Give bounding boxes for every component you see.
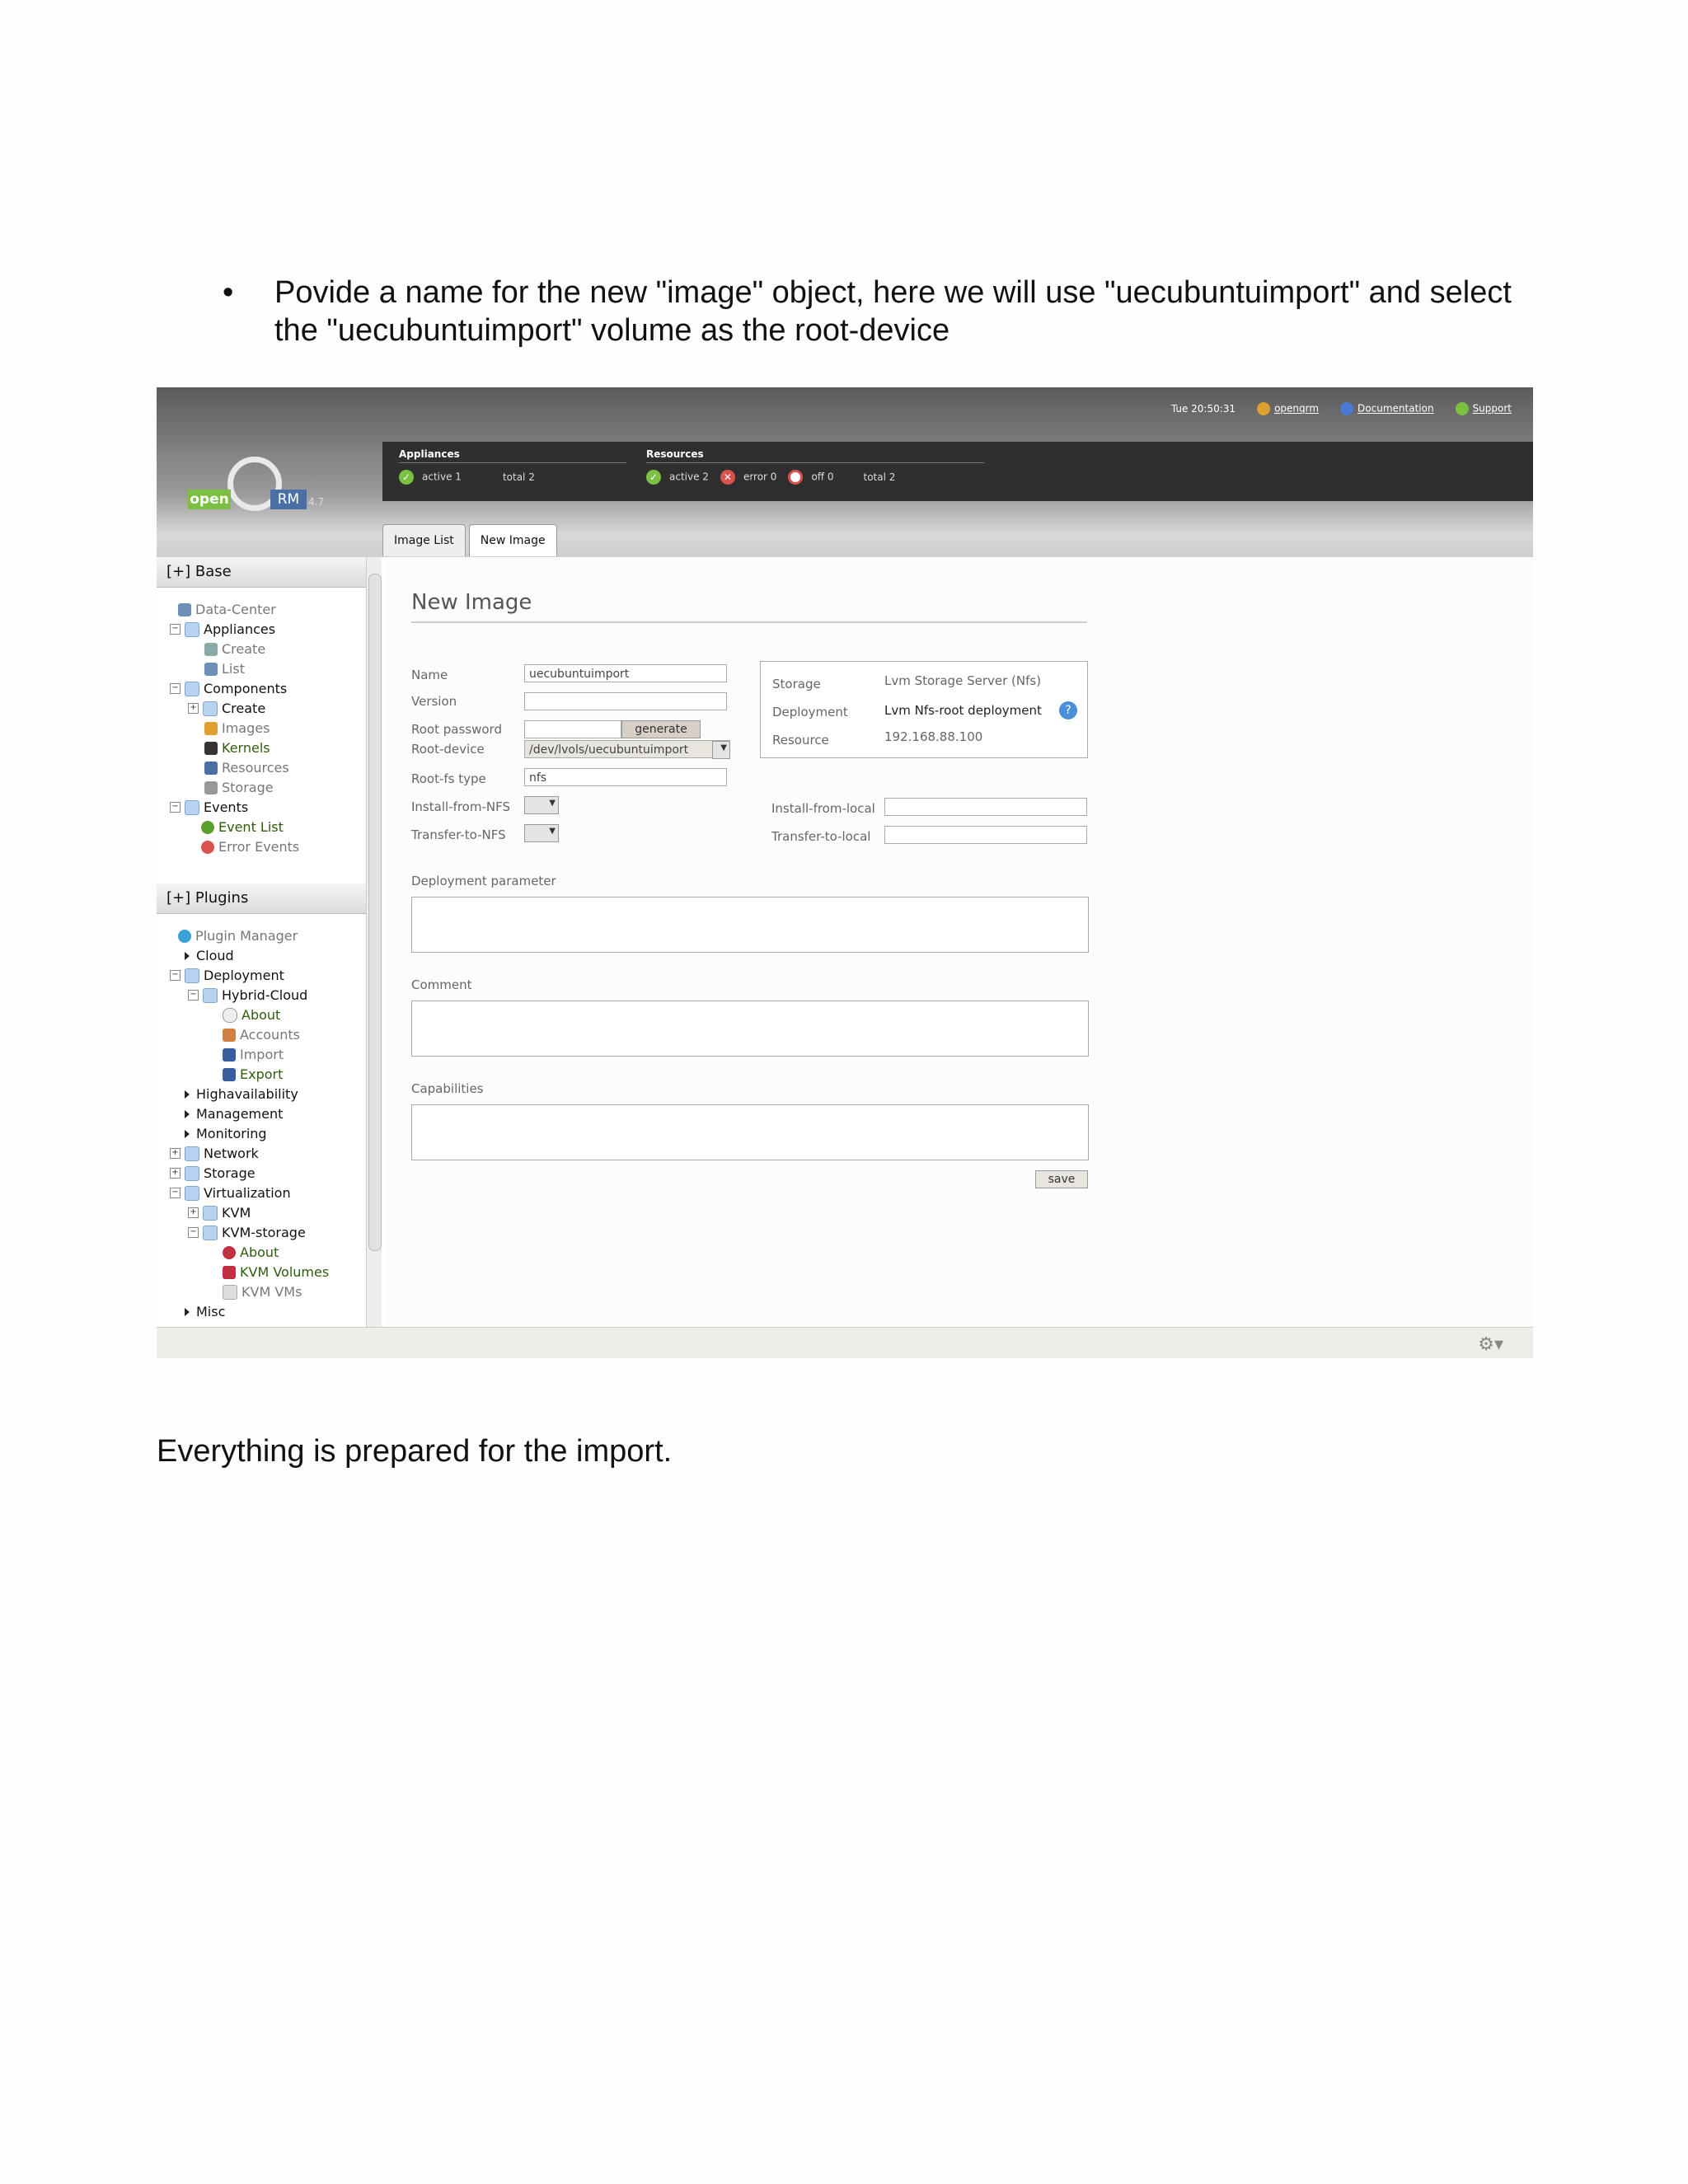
doc-instruction: Povide a name for the new "image" object, here we will use "uecubuntuimport" and select the "uecubuntuimport" volume as the root-device bbox=[274, 275, 1512, 348]
check-icon: ✓ bbox=[399, 470, 414, 485]
deployment-label: Deployment bbox=[772, 705, 848, 719]
tree-item-hybrid-about[interactable]: About bbox=[223, 1007, 280, 1023]
storage-icon bbox=[204, 781, 218, 794]
capabilities-label: Capabilities bbox=[411, 1081, 484, 1096]
resources-off: off 0 bbox=[811, 471, 834, 483]
page-title: New Image bbox=[411, 590, 1087, 623]
root-password-label: Root password bbox=[411, 722, 502, 737]
volume-icon bbox=[223, 1266, 236, 1279]
root-fs-type-input[interactable]: nfs bbox=[524, 768, 727, 786]
folder-icon bbox=[185, 1166, 199, 1181]
expand-icon[interactable]: + bbox=[188, 703, 199, 714]
expand-arrow-icon[interactable] bbox=[185, 1130, 190, 1138]
name-input[interactable]: uecubuntuimport bbox=[524, 664, 727, 682]
deployment-parameter-label: Deployment parameter bbox=[411, 874, 556, 888]
collapse-icon[interactable]: − bbox=[170, 624, 181, 635]
sidebar bbox=[157, 557, 382, 1327]
deployment-value: Lvm Nfs-root deployment bbox=[884, 703, 1042, 718]
resources-status bbox=[646, 448, 984, 485]
deployment-parameter-textarea[interactable] bbox=[411, 897, 1089, 953]
comment-label: Comment bbox=[411, 977, 472, 992]
root-fs-type-label: Root-fs type bbox=[411, 771, 486, 786]
tree-item-accounts[interactable]: Accounts bbox=[223, 1027, 300, 1043]
tab-image-list[interactable]: Image List bbox=[382, 524, 466, 556]
version-input[interactable] bbox=[524, 692, 727, 710]
base-header[interactable]: [+] Base bbox=[157, 557, 374, 588]
expand-arrow-icon[interactable] bbox=[185, 1308, 190, 1316]
collapse-icon[interactable]: − bbox=[170, 970, 181, 981]
tree-item-cloud[interactable]: Cloud bbox=[185, 948, 234, 963]
folder-icon bbox=[203, 701, 218, 716]
top-bar bbox=[157, 387, 1533, 442]
expand-arrow-icon[interactable] bbox=[185, 952, 190, 960]
appliances-active: active 1 bbox=[422, 471, 462, 483]
collapse-icon[interactable]: − bbox=[170, 802, 181, 813]
doc-bullet: • bbox=[223, 275, 234, 310]
storage-info-box bbox=[760, 661, 1088, 758]
tree-item-events[interactable]: − Events bbox=[170, 799, 248, 815]
top-nav bbox=[1171, 402, 1512, 415]
tree-item-components-create[interactable]: + Create bbox=[188, 701, 265, 716]
tree-item-storage[interactable]: Storage bbox=[204, 780, 274, 795]
vm-icon bbox=[223, 1285, 237, 1300]
tree-item-images[interactable]: Images bbox=[204, 720, 270, 736]
transfer-to-local-label: Transfer-to-local bbox=[771, 829, 871, 844]
tab-bar bbox=[382, 524, 557, 556]
expand-arrow-icon[interactable] bbox=[185, 1090, 190, 1099]
root-device-label: Root-device bbox=[411, 742, 485, 757]
root-password-input[interactable] bbox=[524, 720, 621, 738]
appliances-title: Appliances bbox=[399, 448, 626, 463]
collapse-icon[interactable]: − bbox=[170, 683, 181, 694]
check-icon bbox=[201, 821, 214, 834]
footer-bar bbox=[157, 1327, 1533, 1358]
tree-item-virtualization[interactable]: − Virtualization bbox=[170, 1185, 291, 1201]
tree-item-monitoring[interactable]: Monitoring bbox=[185, 1126, 267, 1141]
support-link[interactable]: Support bbox=[1472, 402, 1512, 415]
tree-item-plugin-manager[interactable]: Plugin Manager bbox=[178, 928, 298, 944]
tree-item-network[interactable]: + Network bbox=[170, 1146, 259, 1161]
tree-item-error-events[interactable]: Error Events bbox=[201, 839, 299, 855]
install-from-local-label: Install-from-local bbox=[771, 801, 875, 816]
doc-after-text: Everything is prepared for the import. bbox=[157, 1434, 673, 1469]
tab-new-image[interactable]: New Image bbox=[469, 524, 557, 556]
tree-item-kvm[interactable]: + KVM bbox=[188, 1205, 251, 1221]
check-icon: ✓ bbox=[646, 470, 661, 485]
tree-item-appliances-list[interactable]: List bbox=[204, 661, 245, 677]
tree-item-appliances-create[interactable]: Create bbox=[204, 641, 265, 657]
tree-item-deployment[interactable]: − Deployment bbox=[170, 968, 284, 983]
generate-button[interactable]: generate bbox=[621, 720, 701, 738]
tree-item-appliances[interactable]: − Appliances bbox=[170, 621, 275, 637]
folder-icon bbox=[185, 1186, 199, 1201]
root-device-select[interactable]: /dev/lvols/uecubuntuimport bbox=[524, 740, 730, 758]
user-icon bbox=[223, 1029, 236, 1042]
tree-item-export[interactable]: Export bbox=[223, 1066, 283, 1082]
resources-title: Resources bbox=[646, 448, 984, 463]
gear-icon[interactable]: ⚙▾ bbox=[1478, 1334, 1503, 1355]
error-icon bbox=[201, 841, 214, 854]
plus-icon bbox=[204, 643, 218, 656]
penguin-icon bbox=[204, 742, 218, 755]
root-device-dropdown-icon[interactable] bbox=[712, 741, 730, 759]
resources-error: error 0 bbox=[743, 471, 777, 483]
folder-icon bbox=[203, 1226, 218, 1240]
status-bar bbox=[382, 442, 1533, 501]
arrow-left-icon bbox=[223, 1048, 236, 1062]
collapse-icon[interactable]: − bbox=[188, 1227, 199, 1238]
appliances-total: total 2 bbox=[502, 471, 535, 483]
folder-icon bbox=[185, 622, 199, 637]
logo-rm: RM bbox=[270, 490, 307, 509]
documentation-link[interactable]: Documentation bbox=[1357, 402, 1434, 415]
transfer-to-local-input[interactable] bbox=[884, 826, 1087, 844]
new-image-form bbox=[386, 557, 1533, 1327]
computer-icon bbox=[178, 603, 191, 616]
datetime: Tue 20:50:31 bbox=[1170, 403, 1236, 415]
tree-item-misc[interactable]: Misc bbox=[185, 1304, 225, 1319]
expand-icon[interactable]: + bbox=[170, 1168, 181, 1179]
cloud-icon bbox=[223, 1008, 237, 1023]
tree-item-event-list[interactable]: Event List bbox=[201, 819, 284, 835]
resource-value: 192.168.88.100 bbox=[884, 729, 983, 744]
tree-item-highavailability[interactable]: Highavailability bbox=[185, 1086, 298, 1102]
storage-value: Lvm Storage Server (Nfs) bbox=[884, 673, 1042, 688]
tree-item-resources[interactable]: Resources bbox=[204, 760, 289, 776]
tree-item-data-center[interactable]: Data-Center bbox=[178, 602, 276, 617]
version-label: Version bbox=[411, 694, 457, 709]
tree-item-kernels[interactable]: Kernels bbox=[204, 740, 270, 756]
off-icon bbox=[788, 470, 803, 485]
resource-label: Resource bbox=[772, 733, 829, 748]
folder-icon bbox=[185, 682, 199, 696]
resources-total: total 2 bbox=[863, 471, 896, 483]
folder-icon bbox=[185, 1146, 199, 1161]
arrow-right-icon bbox=[223, 1068, 236, 1081]
plugins-header[interactable]: [+] Plugins bbox=[157, 883, 374, 914]
capabilities-textarea[interactable] bbox=[411, 1104, 1089, 1160]
error-icon: ✕ bbox=[720, 470, 735, 485]
about-icon bbox=[223, 1246, 236, 1259]
comment-textarea[interactable] bbox=[411, 1001, 1089, 1057]
tree-item-kvm-about[interactable]: About bbox=[223, 1244, 279, 1260]
tree-item-management[interactable]: Management bbox=[185, 1106, 283, 1122]
collapse-icon[interactable]: − bbox=[170, 1188, 181, 1198]
transfer-to-nfs-select[interactable] bbox=[524, 824, 559, 842]
name-label: Name bbox=[411, 668, 448, 682]
openqrm-window bbox=[157, 387, 1533, 1358]
sidebar-scroll-thumb[interactable] bbox=[368, 574, 382, 1251]
tree-item-import[interactable]: Import bbox=[223, 1047, 284, 1062]
expand-icon[interactable]: + bbox=[170, 1148, 181, 1159]
folder-icon bbox=[185, 800, 199, 815]
save-button[interactable]: save bbox=[1035, 1170, 1088, 1188]
expand-arrow-icon[interactable] bbox=[185, 1110, 190, 1118]
folder-icon bbox=[203, 988, 218, 1003]
openqrm-logo bbox=[188, 457, 336, 531]
logo-version: 4.7 bbox=[308, 496, 325, 508]
install-from-local-input[interactable] bbox=[884, 798, 1087, 816]
expand-icon[interactable]: + bbox=[188, 1207, 199, 1218]
monitor-icon bbox=[204, 762, 218, 775]
tree-item-plugin-storage[interactable]: + Storage bbox=[170, 1165, 256, 1181]
logo-open: open bbox=[188, 490, 231, 509]
install-from-nfs-label: Install-from-NFS bbox=[411, 799, 510, 814]
phone-icon bbox=[1456, 402, 1469, 415]
tree-item-components[interactable]: − Components bbox=[170, 681, 287, 696]
transfer-to-nfs-label: Transfer-to-NFS bbox=[411, 827, 506, 842]
collapse-icon[interactable]: − bbox=[188, 990, 199, 1001]
help-icon bbox=[1340, 402, 1353, 415]
user-link[interactable]: openqrm bbox=[1274, 402, 1320, 415]
folder-icon bbox=[185, 968, 199, 983]
resources-active: active 2 bbox=[669, 471, 709, 483]
folder-icon bbox=[203, 1206, 218, 1221]
storage-label: Storage bbox=[772, 677, 821, 691]
help-icon[interactable]: ? bbox=[1059, 701, 1077, 719]
tree-item-kvm-volumes[interactable]: KVM Volumes bbox=[223, 1264, 329, 1280]
appliances-status bbox=[399, 448, 626, 485]
install-from-nfs-select[interactable] bbox=[524, 796, 559, 814]
user-icon bbox=[1257, 402, 1270, 415]
sidebar-scrollbar[interactable] bbox=[366, 557, 382, 1327]
plugin-icon bbox=[178, 930, 191, 943]
images-icon bbox=[204, 722, 218, 735]
tree-item-hybrid-cloud[interactable]: − Hybrid-Cloud bbox=[188, 987, 307, 1003]
tree-item-kvm-storage[interactable]: − KVM-storage bbox=[188, 1225, 306, 1240]
list-icon bbox=[204, 663, 218, 676]
tree-item-kvm-vms[interactable]: KVM VMs bbox=[223, 1284, 302, 1300]
